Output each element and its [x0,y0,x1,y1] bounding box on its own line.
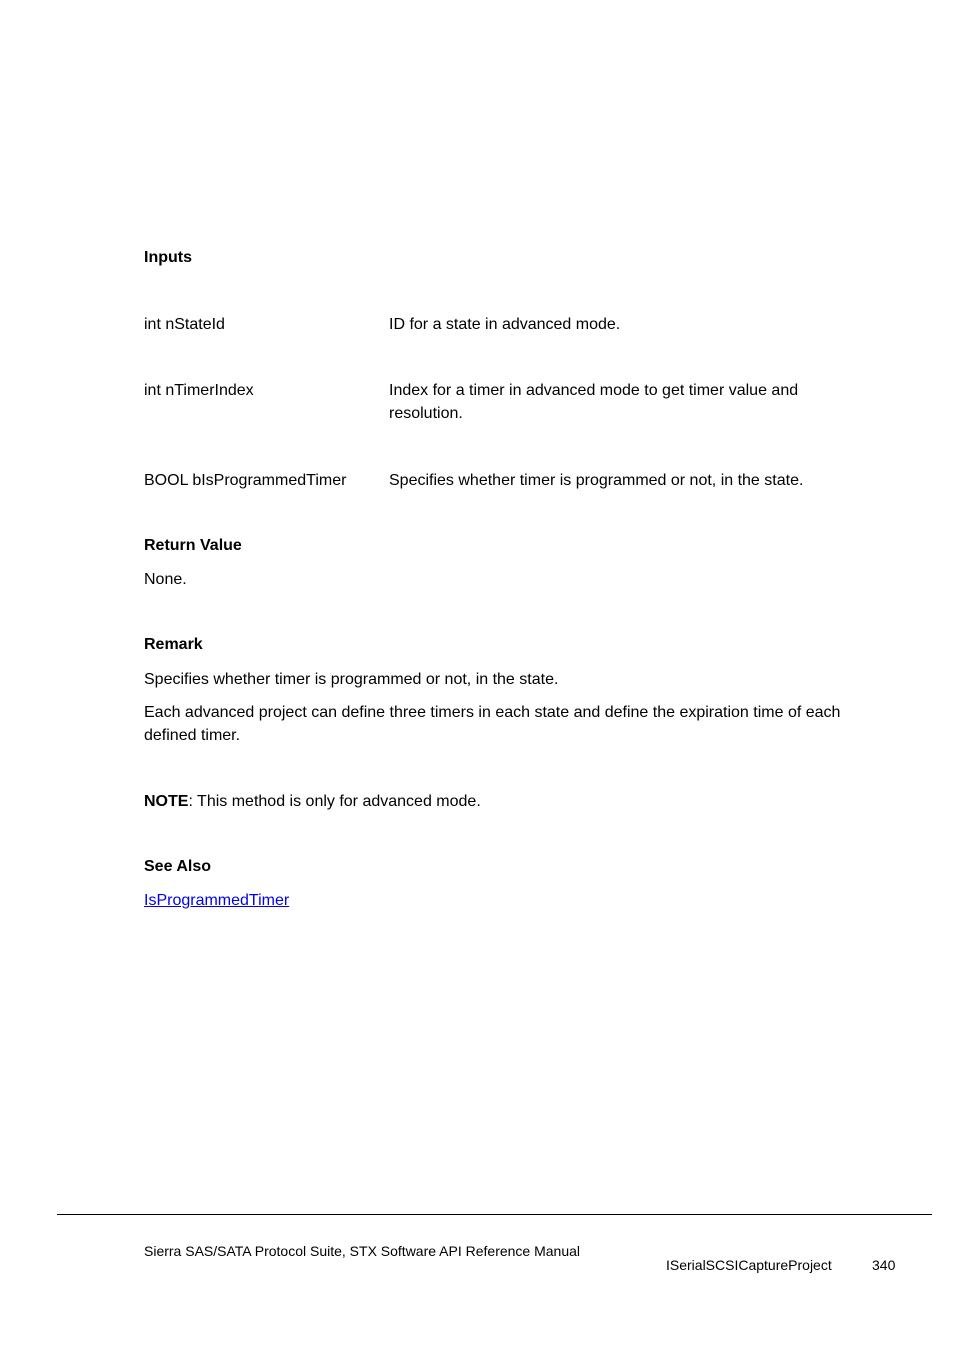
footer-section-name: ISerialSCSICaptureProject [666,1257,832,1273]
inputs-heading: Inputs [144,249,192,266]
return-value-text: None. [144,571,187,588]
note-paragraph [144,790,884,813]
param-name-ntimerindex: int nTimerIndex [144,382,254,399]
remark-paragraph-2: Each advanced project can define three timers in each state and define the expiration time of each defined timer. [144,704,841,744]
footer-manual-title: Sierra SAS/SATA Protocol Suite, STX Software API Reference Manual [144,1243,581,1259]
footer-divider [57,1214,932,1215]
param-name-nstateid: int nStateId [144,316,225,333]
param-name-bisprogrammedtimer: BOOL bIsProgrammedTimer [144,472,347,489]
note-text: : This method is only for advanced mode. [188,793,481,810]
param-desc-ntimerindex: Index for a timer in advanced mode to get timer value and resolution. [389,382,799,422]
return-value-heading: Return Value [144,537,242,554]
isprogrammedtimer-link[interactable]: IsProgrammedTimer [144,892,290,909]
see-also-heading: See Also [144,858,211,875]
param-desc-nstateid: ID for a state in advanced mode. [389,316,621,333]
remark-heading: Remark [144,636,203,653]
note-label: NOTE [144,793,189,810]
param-desc-bisprogrammedtimer: Specifies whether timer is programmed or not, in the state. [389,472,804,489]
remark-paragraph-1: Specifies whether timer is programmed or not, in the state. [144,671,559,688]
see-also-line [144,889,884,912]
footer-page-number: 340 [872,1257,896,1273]
